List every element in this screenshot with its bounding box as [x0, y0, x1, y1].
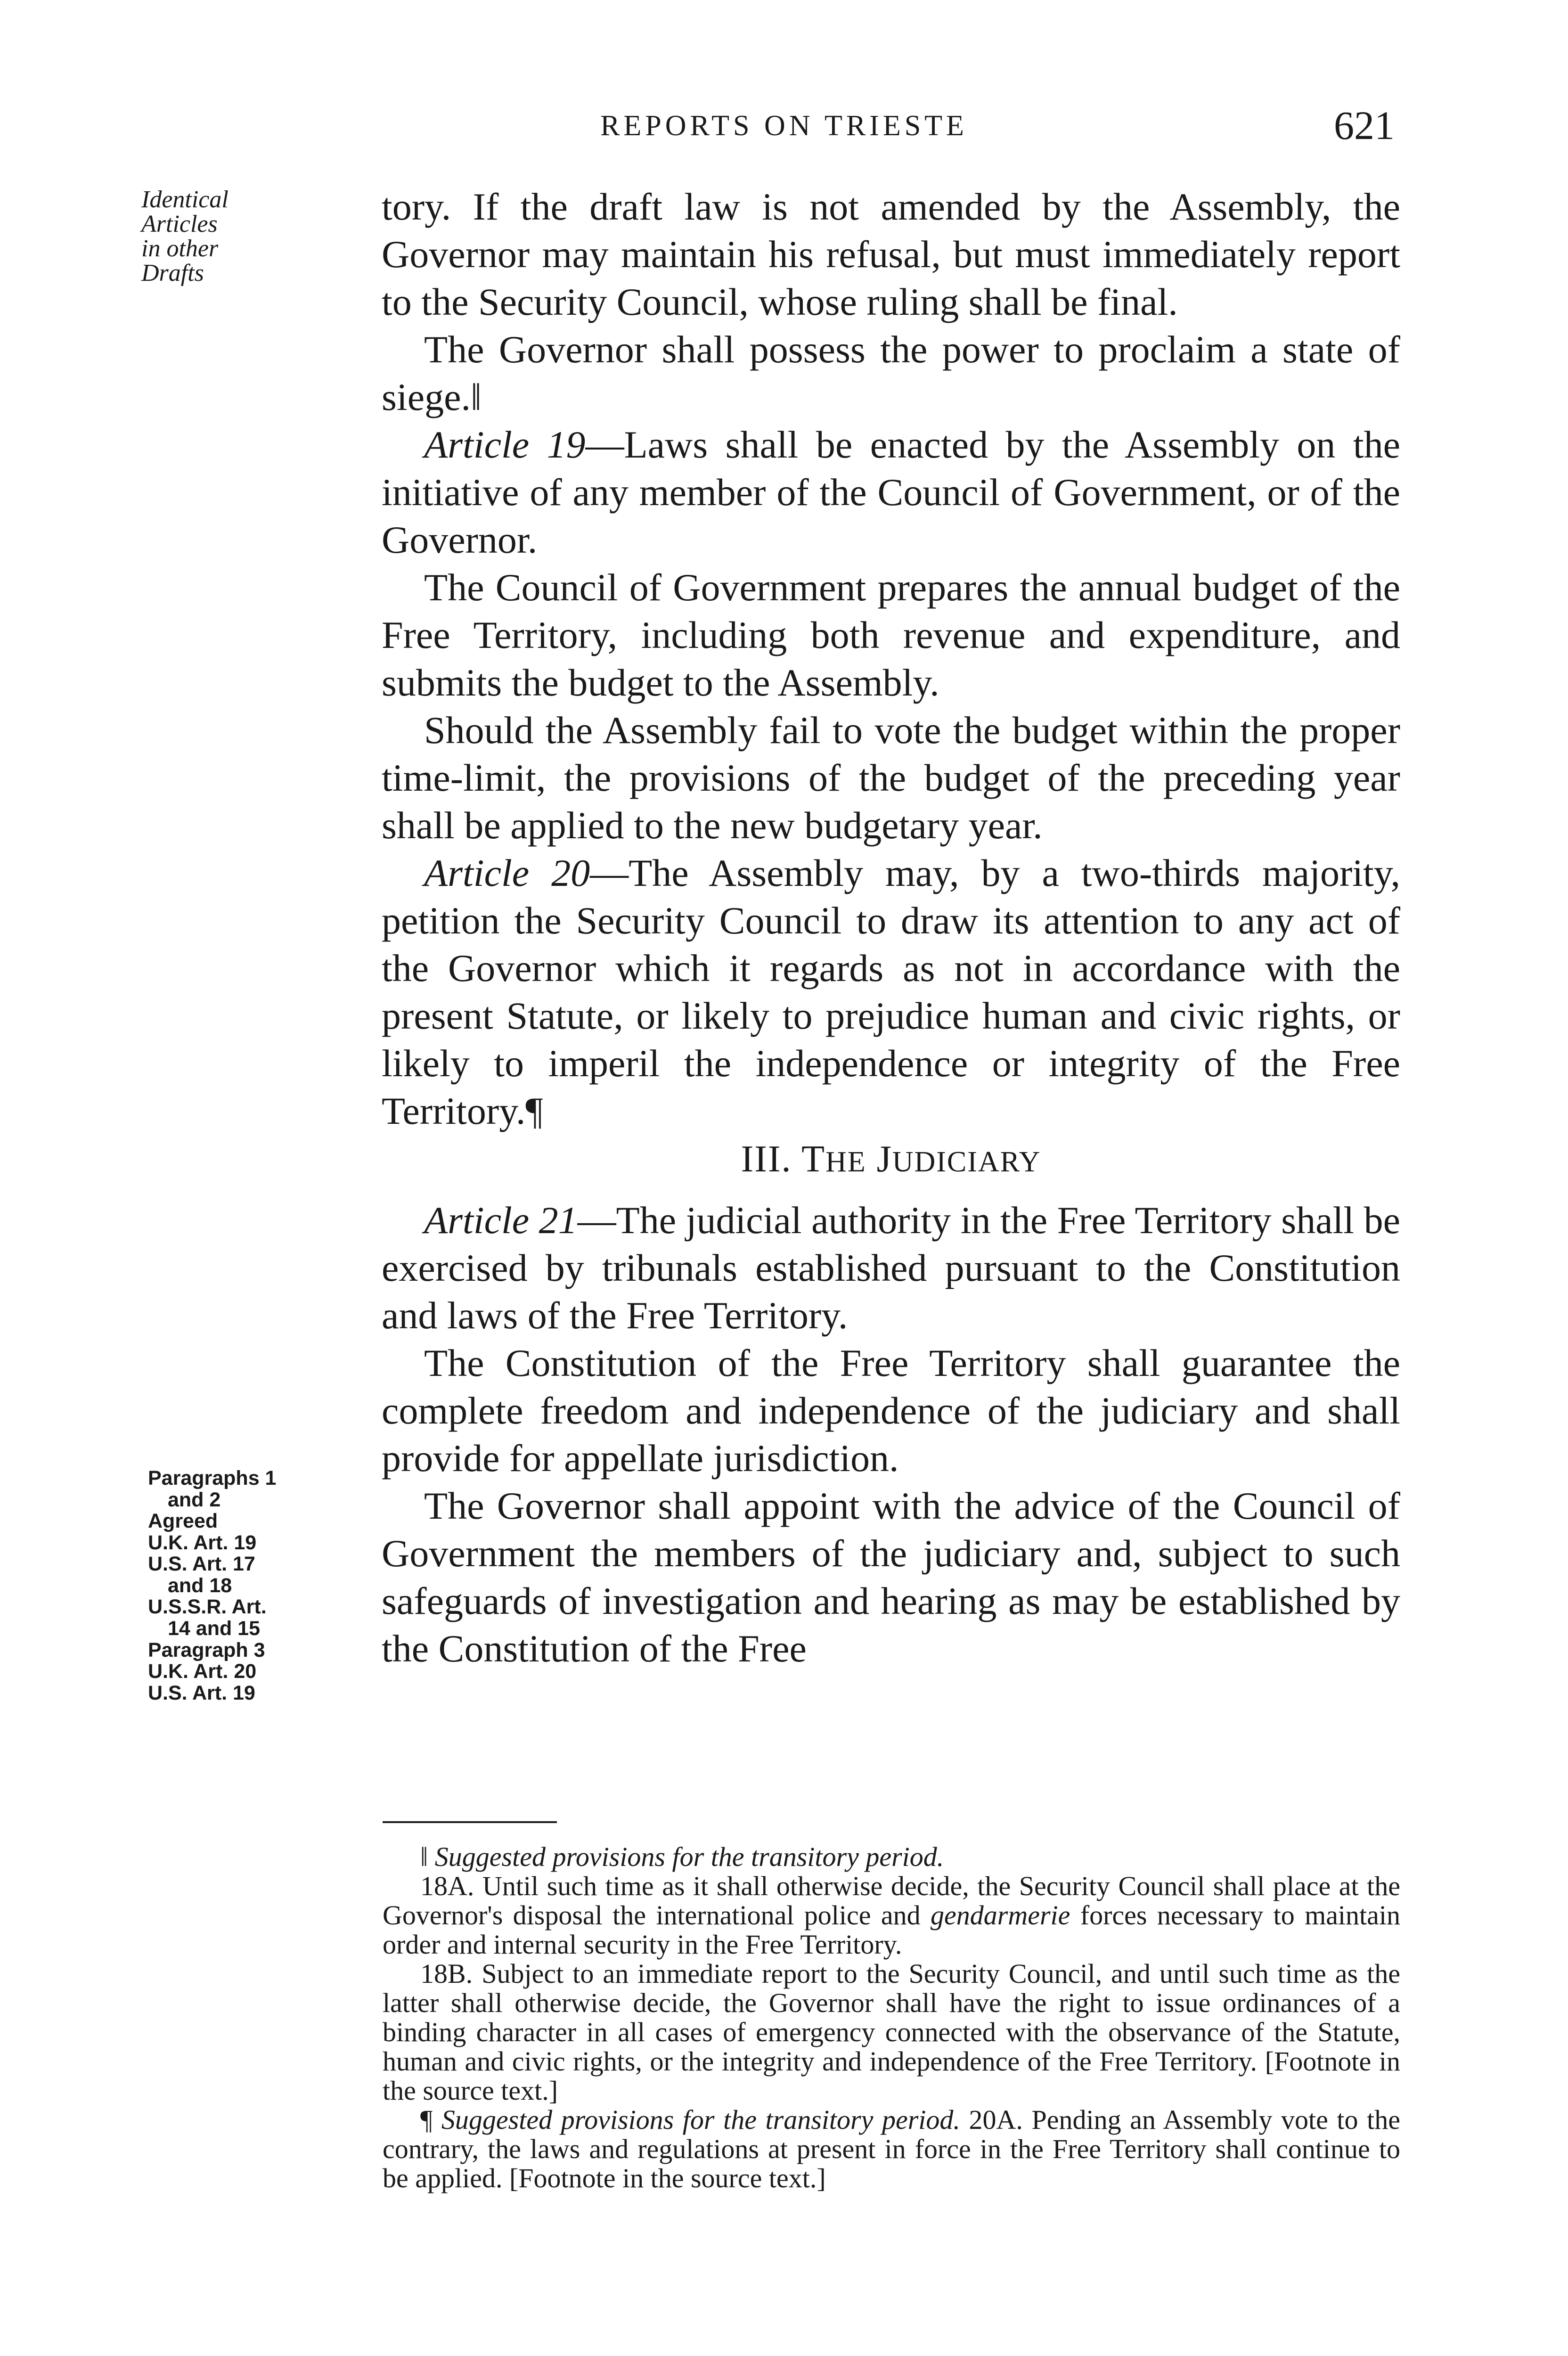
margin-note-line: U.S.S.R. Art. — [148, 1595, 267, 1619]
margin-note-paragraph-references — [148, 1468, 346, 1704]
margin-note-line: U.K. Art. 20 — [148, 1660, 257, 1683]
article-label: Article 21 — [424, 1199, 578, 1242]
article-label: Article 19 — [424, 423, 586, 466]
margin-note-line: Articles — [141, 211, 218, 237]
article-20 — [382, 849, 1400, 1135]
margin-note-line: U.S. Art. 17 — [148, 1553, 255, 1576]
footnote-title: ‖ Suggested provisions for the transitory period. — [420, 1841, 944, 1872]
article-text: —The Assembly may, by a two-thirds majority, petition the Security Council to draw its attention to any act of the Governor which it regards as not in accordance with the present Statute, or likely to prejudice human and civic rights, or likely to imperil the independence or integrity of the Free Territory.¶ — [382, 851, 1400, 1132]
main-text — [382, 183, 1400, 1672]
margin-note-line: and 2 — [168, 1488, 221, 1511]
footnote-18b: 18B. Subject to an immediate report to the Security Council, and until such time as the latter shall otherwise decide, the Governor shall have the right to issue ordinances of a binding character in all cases of emergency connected with the observance of the Statute, human and civic rights, or the integrity and independence of the Free Territory. [Footnote in the source text.] — [383, 1958, 1400, 2106]
margin-note-identical-articles — [141, 188, 311, 286]
article-19 — [382, 421, 1400, 564]
margin-note-line: Identical — [141, 186, 229, 213]
footnotes — [383, 1842, 1400, 2193]
margin-note-line: and 18 — [168, 1574, 232, 1597]
section-heading: III. THE JUDICIARY — [741, 1138, 1041, 1180]
margin-note-line: U.K. Art. 19 — [148, 1531, 257, 1554]
article-21 — [382, 1196, 1400, 1339]
margin-note-line: Paragraph 3 — [148, 1638, 265, 1661]
body-paragraph: The Governor shall appoint with the advice of the Council of Government the members of the judiciary and, subject to such safeguards of investigation and hearing as may be established by the Constitution of the Free — [382, 1484, 1400, 1670]
margin-note-line: Paragraphs 1 — [148, 1467, 277, 1489]
page-number: 621 — [1334, 103, 1395, 148]
running-title: REPORTS ON TRIESTE — [600, 110, 968, 142]
footnote-20a: ¶ Suggested provisions for the transitory period. 20A. Pending an Assembly vote to the contrary, the laws and regulations at present in force in the Free Territory shall continue to be applied. [Footnote in the source text.] — [383, 2104, 1400, 2193]
margin-note-line: 14 and 15 — [168, 1617, 260, 1640]
margin-note-line: U.S. Art. 19 — [148, 1681, 255, 1704]
article-text: —The judicial authority in the Free Territory shall be exercised by tribunals established pursuant to the Constitution and laws of the Free Territory. — [382, 1199, 1400, 1337]
margin-note-line: Drafts — [141, 260, 204, 286]
body-paragraph: The Council of Government prepares the annual budget of the Free Territory, including both revenue and expenditure, and submits the budget to the Assembly. — [382, 566, 1400, 704]
margin-note-line: Agreed — [148, 1510, 218, 1533]
article-text: —Laws shall be enacted by the Assembly on the initiative of any member of the Council of Government, or of the Governor. — [382, 423, 1400, 561]
footnote-18a: 18A. Until such time as it shall otherwise decide, the Security Council shall place at the Governor's disposal the international police and gendarmerie forces necessary to maintain order and internal security in the Free Territory. — [383, 1871, 1401, 1960]
body-paragraph: tory. If the draft law is not amended by the Assembly, the Governor may maintain his refusal, but must immediately report to the Security Council, whose ruling shall be final. — [382, 185, 1400, 323]
footnote-divider — [383, 1821, 557, 1823]
body-paragraph: Should the Assembly fail to vote the budget within the proper time-limit, the provisions of the budget of the preceding year shall be applied to the new budgetary year. — [382, 709, 1400, 847]
body-paragraph: The Constitution of the Free Territory shall guarantee the complete freedom and independence of the judiciary and shall provide for appellate jurisdiction. — [382, 1342, 1400, 1480]
article-label: Article 20 — [424, 851, 590, 894]
body-paragraph: The Governor shall possess the power to proclaim a state of siege.‖ — [382, 328, 1400, 418]
margin-note-line: in other — [141, 235, 219, 262]
